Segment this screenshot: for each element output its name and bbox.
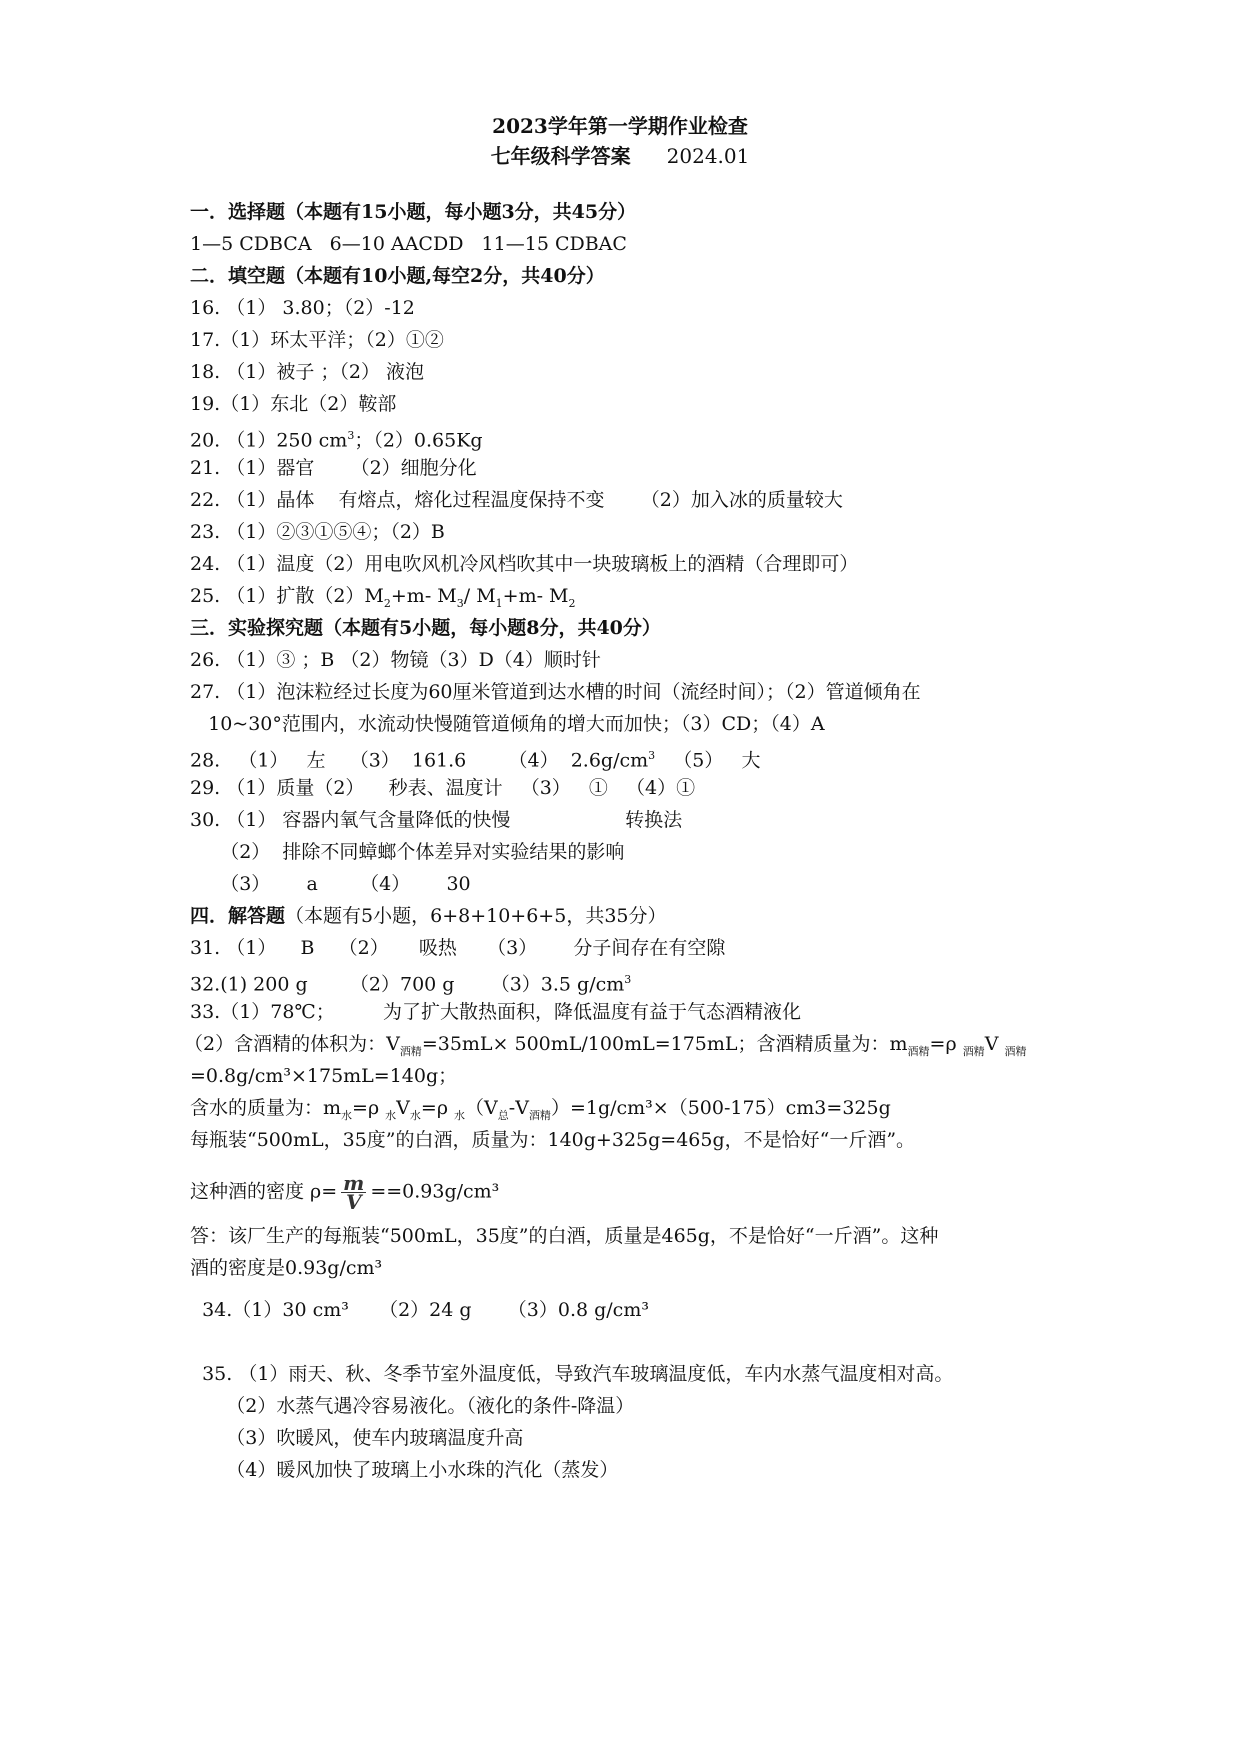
answer-17: 17.（1）环太平洋；（2）①② — [190, 329, 444, 351]
answer-28 — [190, 742, 760, 774]
answer-27-line2: 10~30°范围内，水流动快慢随管道倾角的增大而加快；（3）CD；（4）A — [190, 713, 825, 735]
answer-conclusion-line1: 答：该厂生产的每瓶装“500mL，35度”的白酒，质量是465g，不是恰好“一斤酒”。这种 — [190, 1225, 939, 1247]
answer-28-part1: 28. （1） 左 （3） 161.6 （4） 2.6g/cm — [190, 749, 649, 772]
answer-25-part: +m- M — [390, 585, 457, 607]
answer-33-line4 — [190, 1094, 891, 1130]
section-heading-choice: 一．选择题（本题有15小题，每小题3分，共45分） — [190, 201, 637, 223]
section-heading-experiment: 三．实验探究题（本题有5小题，每小题8分，共40分） — [190, 617, 661, 639]
document-subtitle — [0, 140, 1240, 169]
subscript: 酒精 — [399, 1044, 422, 1058]
answer-25 — [190, 582, 576, 618]
text: =ρ — [929, 1033, 963, 1055]
text: 这种酒的密度 ρ= — [190, 1180, 338, 1203]
answer-24: 24. （1）温度（2）用电吹风机冷风档吹其中一块玻璃板上的酒精（合理即可） — [190, 553, 859, 575]
answer-35-line3: （3）吹暖风，使车内玻璃温度升高 — [190, 1427, 524, 1449]
answer-33-density — [190, 1171, 500, 1214]
answer-16: 16. （1） 3.80；（2）-12 — [190, 297, 415, 319]
document-date: 2024.01 — [666, 144, 750, 168]
text: （V — [465, 1097, 498, 1119]
superscript: 3 — [347, 429, 355, 442]
text: ==0.93g/cm³ — [370, 1180, 500, 1203]
subscript: 水 — [341, 1108, 353, 1122]
answer-21: 21. （1）器官 （2）细胞分化 — [190, 457, 477, 479]
answer-22: 22. （1）晶体 有熔点，熔化过程温度保持不变 （2）加入冰的质量较大 — [190, 489, 843, 511]
answer-20 — [190, 422, 483, 454]
document-title: 2023学年第一学期作业检查 — [492, 114, 748, 138]
text: V — [396, 1097, 410, 1119]
section-heading-fill: 二．填空题（本题有10小题,每空2分，共40分） — [190, 265, 605, 287]
text: =35mL× 500mL/100mL=175mL；含酒精质量为：m — [421, 1033, 908, 1055]
text: =ρ — [352, 1097, 386, 1119]
answer-25-part: / M — [463, 585, 496, 607]
answer-29: 29. （1）质量（2） 秒表、温度计 （3） ① （4）① — [190, 777, 696, 799]
superscript: 3 — [624, 973, 632, 986]
section-heading-solve-bold: 四．解答题 — [190, 905, 286, 927]
answer-23: 23. （1）②③①⑤④；（2）B — [190, 521, 445, 543]
subscript: 酒精 — [528, 1108, 551, 1122]
fraction-denominator: V — [345, 1190, 362, 1214]
answer-30-line3: （3） a （4） 30 — [190, 873, 471, 895]
subscript: 3 — [456, 596, 464, 610]
text: -V — [508, 1097, 529, 1119]
subscript: 总 — [497, 1108, 509, 1122]
text: V — [984, 1033, 1005, 1055]
subscript: 2 — [568, 596, 576, 610]
answer-25-part: 25. （1）扩散（2）M — [190, 585, 384, 607]
answer-19: 19.（1）东北（2）鞍部 — [190, 393, 397, 415]
section-heading-solve-rest: （本题有5小题，6+8+10+6+5，共35分） — [285, 905, 667, 927]
answer-32 — [190, 966, 631, 998]
answer-33-line1: 33.（1）78℃； 为了扩大散热面积，降低温度有益于气态酒精液化 — [190, 1001, 802, 1023]
answer-27-line1: 27. （1）泡沫粒经过长度为60厘米管道到达水槽的时间（流经时间）；（2）管道倾角在 — [190, 681, 921, 703]
fraction-m-over-v — [341, 1171, 366, 1214]
text: ）=1g/cm³×（500-175）cm3=325g — [550, 1097, 891, 1119]
answer-33-line5: 每瓶装“500mL，35度”的白酒，质量为：140g+325g=465g，不是恰好“一斤酒”。 — [190, 1129, 916, 1151]
fraction-numerator: m — [343, 1171, 365, 1195]
answer-31: 31. （1） B （2） 吸热 （3） 分子间存在有空隙 — [190, 937, 726, 959]
text: （2）含酒精的体积为：V — [184, 1033, 400, 1055]
answer-35-line2: （2）水蒸气遇冷容易液化。（液化的条件-降温） — [190, 1395, 635, 1417]
choice-answers: 1—5 CDBCA 6—10 AACDD 11—15 CDBAC — [190, 233, 627, 255]
answer-30-line2: （2） 排除不同蟑螂个体差异对实验结果的影响 — [190, 841, 625, 863]
answer-conclusion-line2: 酒的密度是0.93g/cm³ — [190, 1257, 383, 1279]
section-heading-solve — [190, 902, 667, 930]
subscript: 酒精 — [1004, 1044, 1027, 1058]
answer-35-line4: （4）暖风加快了玻璃上小水珠的汽化（蒸发） — [190, 1459, 619, 1481]
answer-20-part2: ；（2）0.65Kg — [354, 429, 483, 452]
answer-26: 26. （1）③ ；B （2）物镜（3）D（4）顺时针 — [190, 649, 601, 671]
subscript: 酒精 — [962, 1044, 985, 1058]
answer-28-part2: （5） 大 — [655, 749, 761, 772]
subtitle-text: 七年级科学答案 — [490, 144, 631, 168]
answer-30-line1: 30. （1） 容器内氧气含量降低的快慢 转换法 — [190, 809, 683, 831]
subscript: 水 — [385, 1108, 397, 1122]
text: 含水的质量为：m — [190, 1097, 342, 1119]
subscript: 1 — [495, 596, 503, 610]
answer-25-part: +m- M — [502, 585, 569, 607]
answer-35-line1: 35. （1）雨天、秋、冬季节室外温度低，导致汽车玻璃温度低，车内水蒸气温度相对高。 — [190, 1363, 954, 1385]
answer-20-part1: 20. （1）250 cm — [190, 429, 348, 452]
superscript: 3 — [648, 749, 656, 762]
answer-33-line2 — [184, 1030, 1026, 1066]
subscript: 酒精 — [907, 1044, 930, 1058]
subscript: 水 — [454, 1108, 466, 1122]
answer-34: 34.（1）30 cm³ （2）24 g （3）0.8 g/cm³ — [190, 1299, 649, 1321]
text: =ρ — [420, 1097, 455, 1119]
answer-18: 18. （1）被子 ；（2） 液泡 — [190, 361, 425, 383]
subscript: 2 — [383, 596, 391, 610]
answer-33-line3: =0.8g/cm³×175mL=140g； — [190, 1065, 458, 1087]
subscript: 水 — [409, 1108, 421, 1122]
answer-32-text: 32.(1) 200 g （2）700 g （3）3.5 g/cm — [190, 973, 625, 996]
